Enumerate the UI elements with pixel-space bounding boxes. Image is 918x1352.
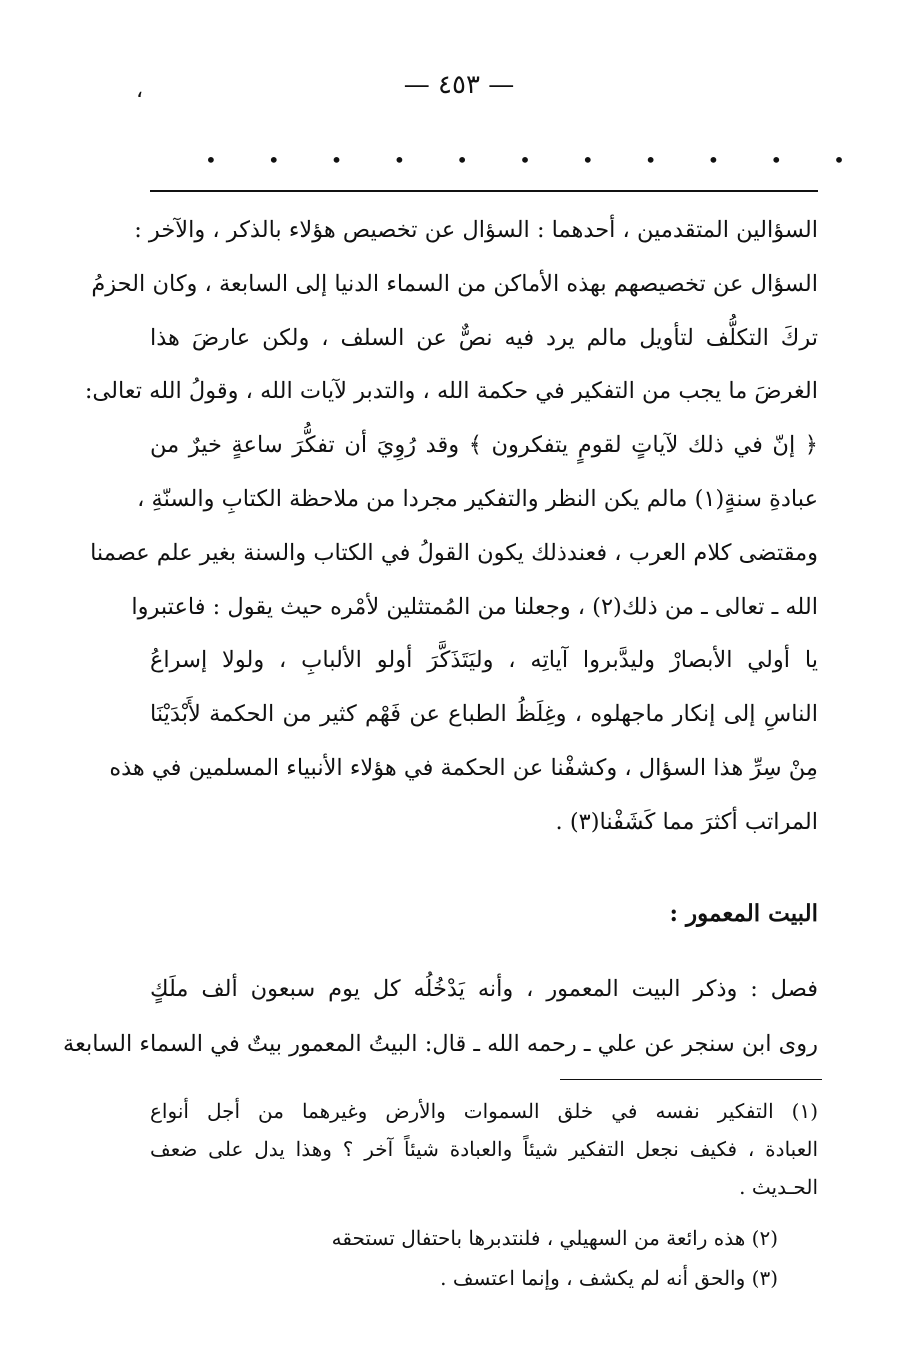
text-line: يا أولي الأبصارْ وليدَّبروا آياتِه ، وليَتَذَكَّرَ أولو الألبابِ ، ولولا إسراعُ [150, 647, 818, 674]
ornamental-dot-row [205, 148, 845, 172]
text-line: تركَ التكلُّف لتأويل مالم يرد فيه نصٌّ عن السلف ، ولكن عارضَ هذا [150, 324, 818, 351]
corner-mark: ، [136, 78, 144, 103]
page-number: — ٤٥٣ — [403, 70, 515, 100]
footnote-line: (٣) والحق أنه لم يكشف ، وإنما اعتسف . [440, 1266, 778, 1290]
ornament-dot: • [770, 148, 783, 172]
footnotes [150, 1092, 818, 1298]
ornament-dot: • [707, 148, 720, 172]
ornament-dot: • [456, 148, 469, 172]
text-line: روى ابن سنجر عن علي ـ رحمه الله ـ قال: البيتُ المعمور بيتٌ في السماء السابعة [63, 1031, 818, 1057]
text-line: السؤالين المتقدمين ، أحدهما : السؤال عن تخصيص هؤلاء بالذكر ، والآخر : [134, 217, 818, 243]
main-text [84, 204, 818, 850]
ornament-dot: • [833, 148, 845, 172]
footnote-line: (١) التفكير نفسه في خلق السموات والأرض وغيرهما من أجل أنواع [150, 1099, 818, 1123]
footnote-line: العبادة ، فكيف نجعل التفكير شيئاً والعبادة شيئاً آخر ؟ وهذا يدل على ضعف [150, 1137, 818, 1161]
text-line: ومقتضى كلام العرب ، فعندذلك يكون القولُ في الكتاب والسنة بغير علم عصمنا [90, 539, 818, 566]
text-line: الغرضَ ما يجب من التفكير في حكمة الله ، والتدبر لآيات الله ، وقولُ الله تعالى: [84, 378, 818, 405]
footnote-line: (٢) هذه رائعة من السهيلي ، فلنتدبرها باحتفال تستحقه [331, 1226, 778, 1250]
section-text [63, 962, 818, 1072]
ornament-dot: • [644, 148, 657, 172]
text-line: المراتب أكثرَ مما كَشَفْنا(٣) . [555, 808, 818, 835]
ornament-dot: • [205, 148, 217, 172]
ornament-dot: • [267, 148, 280, 172]
ornament-dot: • [393, 148, 406, 172]
section-heading: البيت المعمور : [669, 900, 818, 927]
text-line: عبادةِ سنةٍ(١) مالم يكن النظر والتفكير مجردا من ملاحظة الكتابِ والسنّةِ ، [137, 485, 818, 512]
text-line: مِنْ سِرِّ هذا السؤال ، وكشفْنا عن الحكمة في هؤلاء الأنبياء المسلمين في هذه [109, 754, 818, 781]
ornament-dot: • [581, 148, 594, 172]
footnote-rule [560, 1079, 822, 1080]
text-line: فصل : وذكر البيت المعمور ، وأنه يَدْخُلُه كل يوم سبعون ألف ملَكٍ [150, 976, 818, 1002]
text-line: الله ـ تعالى ـ من ذلك(٢) ، وجعلنا من المُمتثلين لأمْره حيث يقول : فاعتبروا [131, 593, 818, 620]
header-rule [150, 190, 818, 192]
footnote-gap [150, 1206, 818, 1218]
ornament-dot: • [330, 148, 343, 172]
text-line: السؤال عن تخصيصهم بهذه الأماكن من السماء الدنيا إلى السابعة ، وكان الحزمُ [91, 270, 818, 297]
footnote-line: الحـديث . [739, 1175, 818, 1199]
text-line: ﴿ إنّ في ذلك لآياتٍ لقومٍ يتفكرون ﴾ وقد رُوِيَ أن تفكُّرَ ساعةٍ خيرٌ من [150, 432, 818, 459]
ornament-dot: • [519, 148, 531, 172]
text-line: الناسِ إلى إنكار ماجهلوه ، وغِلَظُ الطباع عن فَهْم كثير من الحكمة لأَبْدَيْنَا [150, 701, 818, 728]
